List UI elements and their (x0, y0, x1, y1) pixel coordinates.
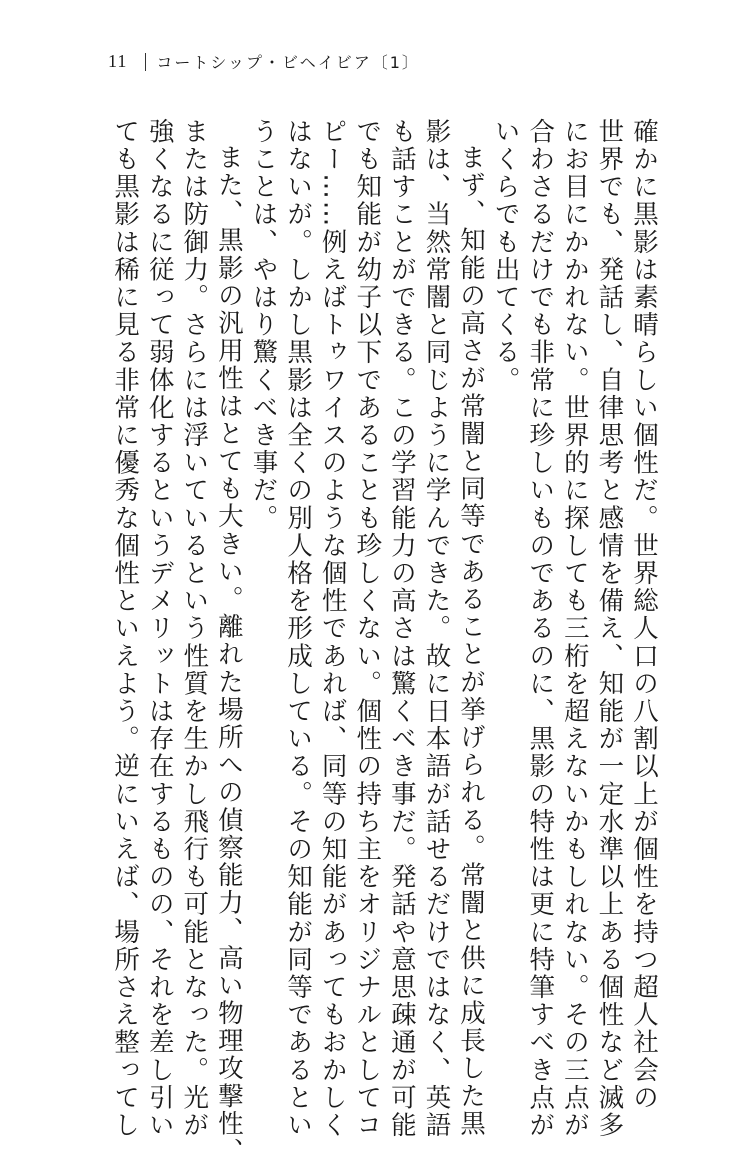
text-line-paragraph-start: また、黒影の汎用性はとても大きい。離れた場所への偵察能力、高い物理攻撃性、 (213, 143, 244, 1165)
text-line: または防御力。さらには浮いているという性質を生かし飛行も可能となった。光が (179, 118, 210, 1140)
running-title: コートシップ・ビヘイビア〔1〕 (156, 53, 420, 72)
text-line: ても黒影は稀に見る非常に優秀な個性といえよう。逆にいえば、場所さえ整ってし (110, 118, 141, 1140)
text-line-paragraph-start: まず、知能の高さが常闇と同等であることが挙げられる。常闇と供に成長した黒 (456, 143, 487, 1138)
page-number: 11 (108, 51, 128, 71)
text-line: 確かに黒影は素晴らしい個性だ。世界総人口の八割以上が個性を持つ超人社会の (629, 118, 659, 1112)
text-line: にお目にかかれない。世界的に探しても三桁を超えないかもしれない。その三点が (559, 118, 590, 1140)
vertical-body-text (108, 118, 662, 1165)
text-line: いくらでも出てくる。 (490, 118, 521, 394)
text-line: ピー……例えばトゥワイスのような個性であれば、同等の知能があってもおかしく (317, 118, 348, 1140)
text-line: でも知能が幼子以下であることも珍しくない。個性の持ち主をオリジナルとしてコ (352, 118, 383, 1140)
text-line: うことは、やはり驚くべき事だ。 (248, 118, 279, 532)
text-line: 世界でも、発話し、自律思考と感情を備え、知能が一定水準以上ある個性など滅多 (594, 118, 625, 1140)
text-line: はないが。しかし黒影は全くの別人格を形成している。その知能が同等であるとい (283, 118, 314, 1140)
text-line: 強くなるに従って弱体化するというデメリットは存在するものの、それを差し引い (144, 118, 175, 1140)
running-header (108, 50, 420, 73)
header-divider (145, 53, 146, 71)
text-line: 影は、当然常闇と同じように学んできた。故に日本語が話せるだけではなく、英語 (421, 118, 452, 1140)
text-line: も話すことができる。この学習能力の高さは驚くべき事だ。発話や意思疎通が可能 (386, 118, 417, 1140)
text-line: 合わさるだけでも非常に珍しいものであるのに、黒影の特性は更に特筆すべき点が (525, 118, 556, 1140)
